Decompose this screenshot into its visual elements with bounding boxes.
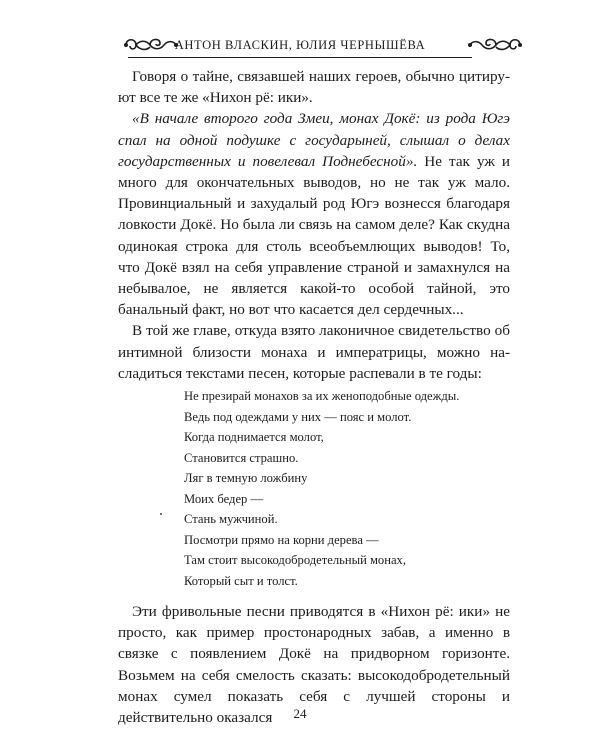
main-text-top <box>118 66 510 384</box>
print-speck <box>160 513 162 515</box>
paragraph-1: Говоря о тайне, связавшей наших героев, обычно цитируют все те же «Нихон рё: ики». <box>118 68 510 107</box>
poem-line: Посмотри прямо на корни дерева — <box>184 532 379 547</box>
paragraph-4: Эти фривольные песни приводятся в «Нихон рё: ики» не просто, как пример простонародных забав, а именно в связке с появлением Докё на придворном горизонте. Возьмем на себя смелость сказать: высокодобродетельный монах сумел показать себя с лучшей стороны и действительно оказался <box>118 603 510 727</box>
poem-line: Становится страшно. <box>184 450 299 465</box>
chronicle-quote: «В начале второго года Змеи, монах Докё: из рода Югэ спал на одной подушке с государыней, слышал о делах государственных и повелевал Поднебесной». <box>118 110 510 170</box>
scroll-ornament-icon <box>466 34 524 56</box>
poem-line: Стань мужчиной. <box>184 512 278 526</box>
poem-line: Ведь под одеждами у них — пояс и молот. <box>184 409 412 424</box>
paragraph-3: В той же главе, откуда взято лаконичное свидетельство об интимной близости монаха и императрицы, можно насладиться текстами песен, которые распевали в те годы: <box>118 322 510 382</box>
paragraph-2 <box>118 108 510 320</box>
poem-line: Когда поднимается молот, <box>184 430 324 444</box>
poem-line: Там стоит высокодобродетельный монах, <box>184 553 407 567</box>
song-verse <box>184 386 459 591</box>
poem-line: Не презирай монахов за их женоподобные одежды. <box>184 389 460 403</box>
header-title: АНТОН ВЛАСКИН, ЮЛИЯ ЧЕРНЫШЁВА <box>174 38 426 52</box>
poem-line: Ляг в темную ложбину <box>184 471 308 485</box>
header-rule <box>128 57 472 58</box>
paragraph-2-text: Не так уж и много для окончательных выводов, но не так уж мало. Провинциальный и захудалый род Югэ вознесся благодаря ловкости Докё. Но была ли связь на самом деле? Как скудна одинокая строка для столь всеобъемлющих выводов! То, что Докё взял на себя управление страной и замахнулся на небывалое, не является какой-то особой тайной, это банальный факт, но вот что касается дел сердечных... <box>118 152 510 319</box>
page-number: 24 <box>293 706 307 721</box>
poem-line: Который сыт и толст. <box>184 573 298 588</box>
running-header <box>128 38 472 58</box>
poem-line: Моих бедер — <box>184 491 264 506</box>
